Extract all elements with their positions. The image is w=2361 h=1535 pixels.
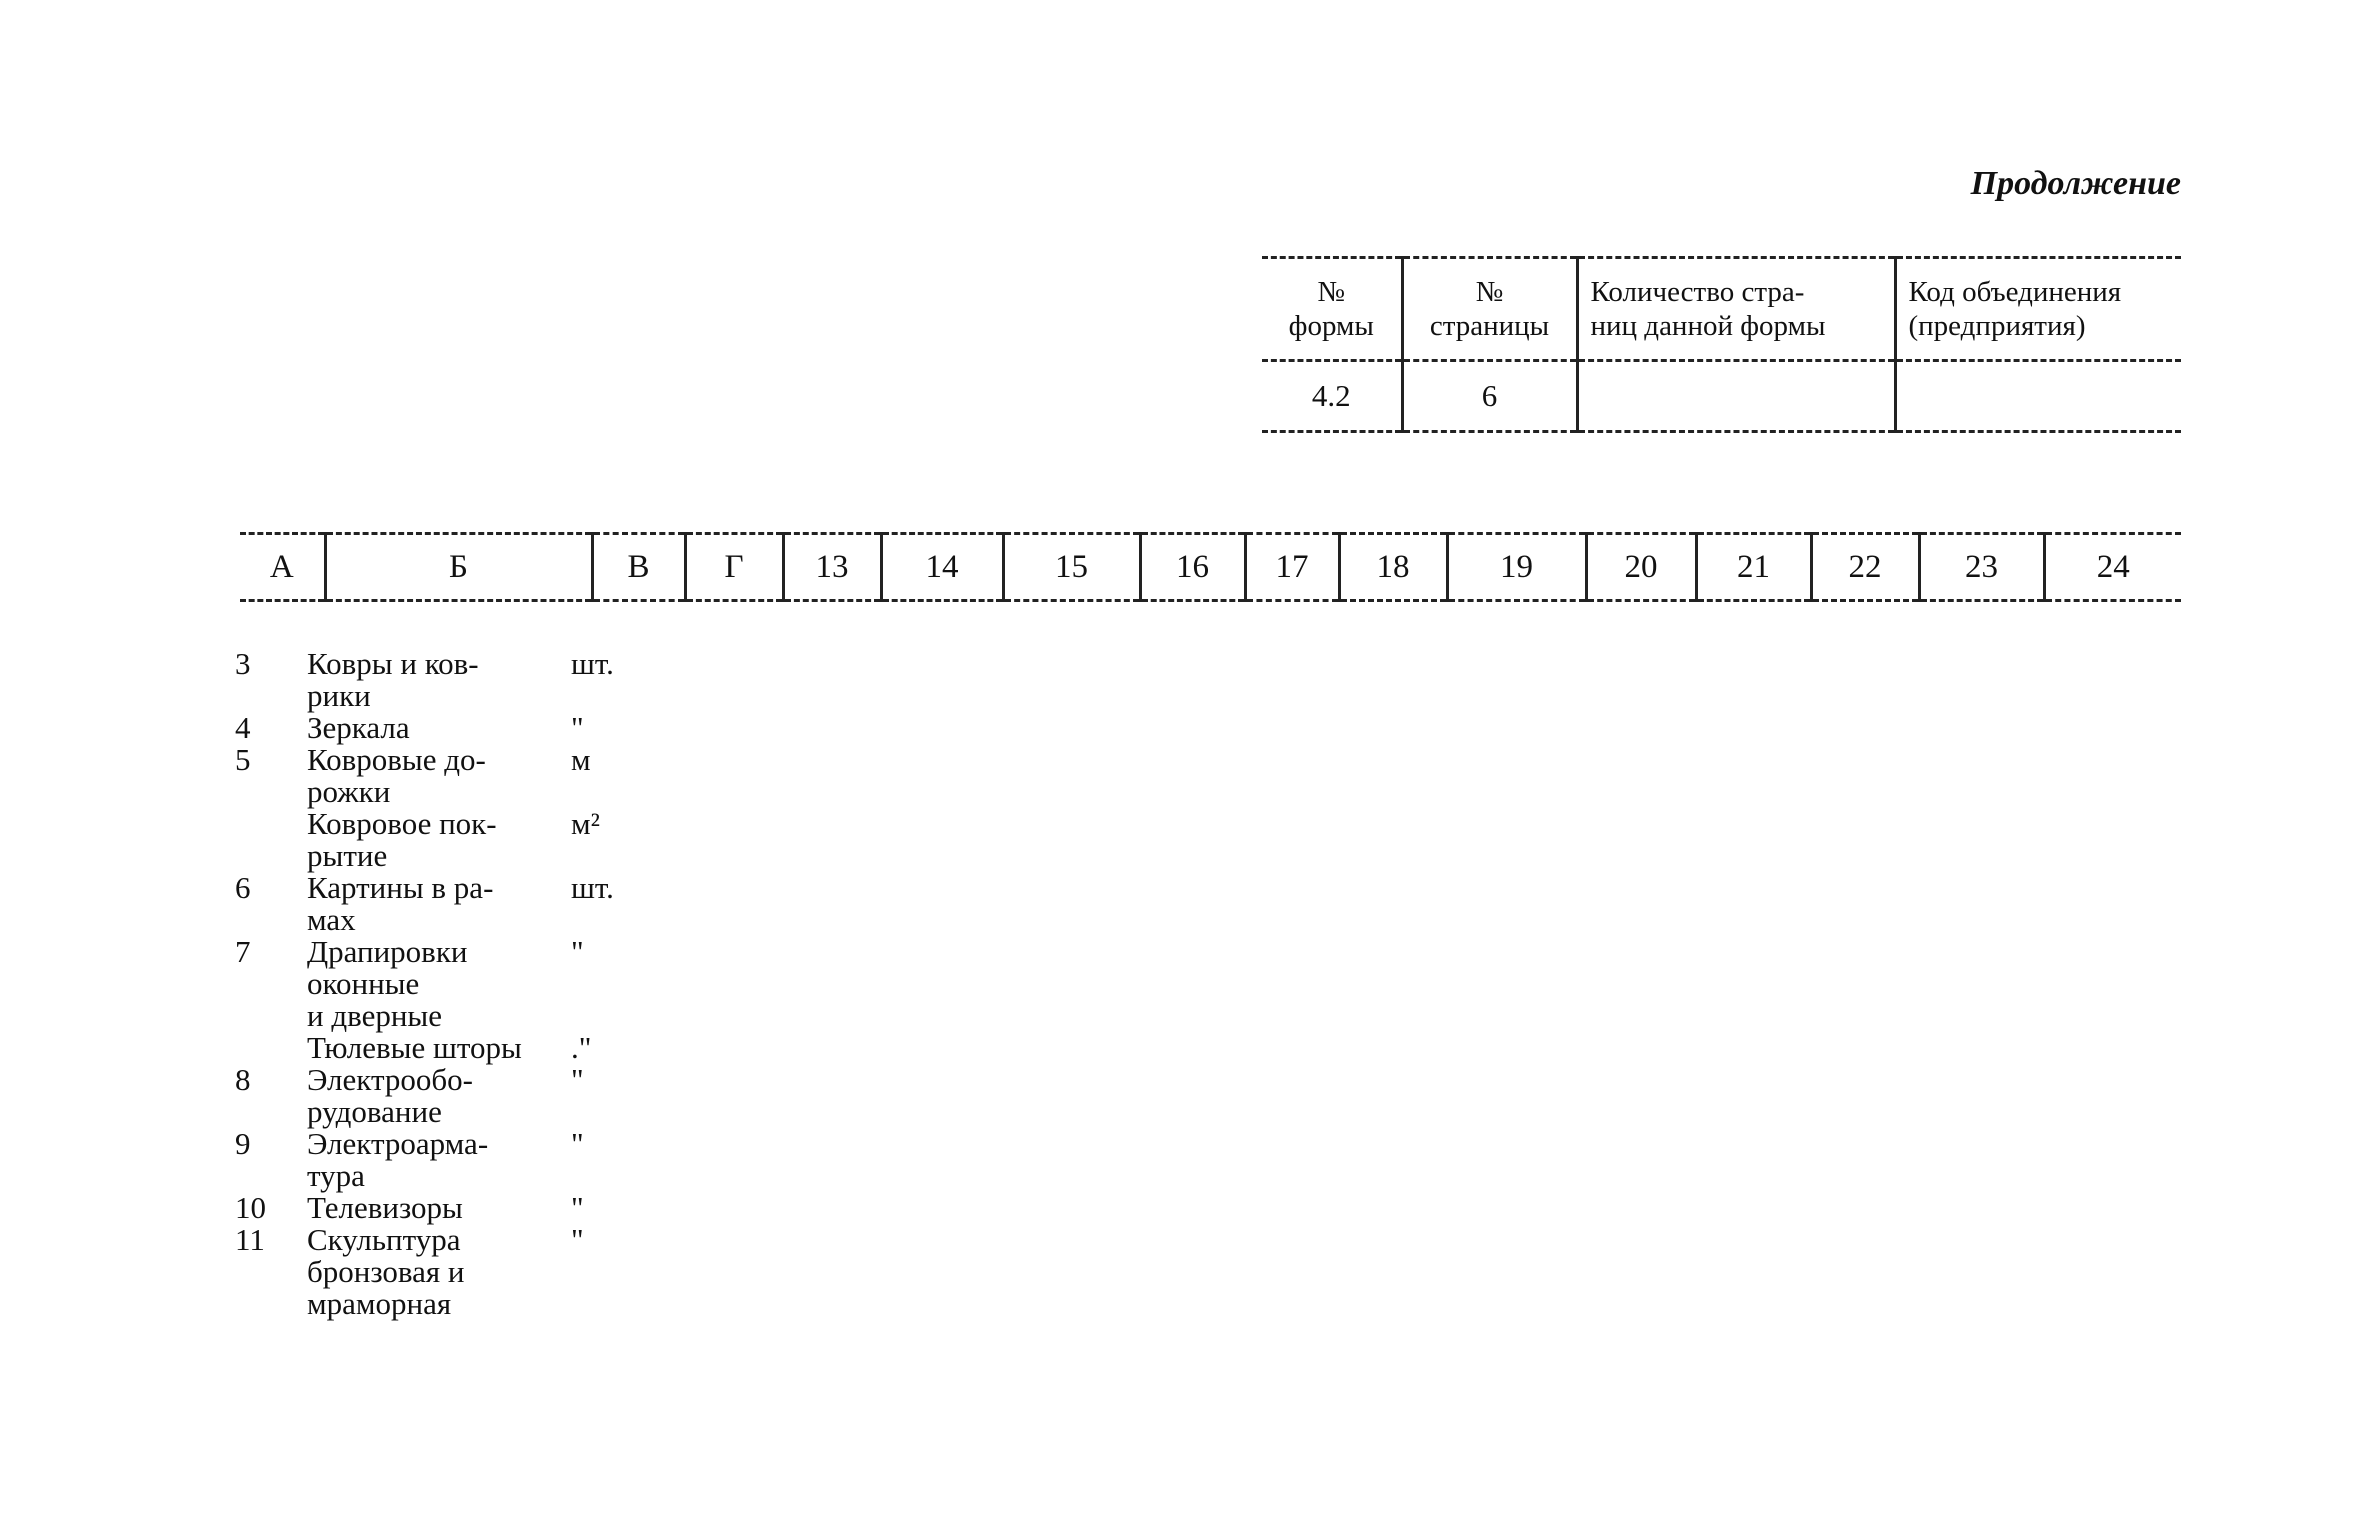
item-name-line: Ковровое пок- (307, 806, 497, 841)
column-header-row (240, 534, 2181, 601)
column-header-cell: 19 (1447, 534, 1586, 601)
column-header-cell: 16 (1140, 534, 1245, 601)
item-name (307, 744, 565, 808)
item-name (307, 1128, 565, 1192)
item-name-line: рожки (307, 774, 391, 809)
item-unit: " (571, 710, 584, 745)
form-values-row (1262, 361, 2181, 432)
list-item (235, 712, 661, 744)
page-number-header: № страницы (1402, 258, 1577, 361)
list-item (235, 648, 661, 712)
item-name-line: мраморная (307, 1286, 452, 1321)
item-number: 9 (235, 1126, 251, 1161)
list-item (235, 808, 661, 872)
column-header-table (240, 532, 2181, 602)
item-name-line: рики (307, 678, 371, 713)
item-number: 8 (235, 1062, 251, 1097)
page-count-header: Количество стра- ниц данной формы (1577, 258, 1895, 361)
item-name-line: Зеркала (307, 710, 410, 745)
item-name-line: Драпировки (307, 934, 468, 969)
item-number: 11 (235, 1222, 265, 1257)
page-number-value: 6 (1402, 361, 1577, 432)
item-name-line: рытие (307, 838, 388, 873)
item-name (307, 936, 565, 1032)
item-unit: " (571, 1062, 584, 1097)
item-unit: шт. (571, 870, 614, 905)
column-header-cell: 18 (1339, 534, 1447, 601)
page-count-value (1577, 361, 1895, 432)
continuation-label: Продолжение (1970, 165, 2181, 202)
item-name-line: Ковровые до- (307, 742, 486, 777)
item-unit: " (571, 1126, 584, 1161)
column-header-cell: Г (685, 534, 783, 601)
item-name (307, 1224, 565, 1320)
column-header-cell: 20 (1586, 534, 1696, 601)
item-number (235, 808, 307, 872)
item-number (235, 1032, 307, 1064)
form-number-value: 4.2 (1262, 361, 1402, 432)
column-header-cell: В (592, 534, 685, 601)
item-name-line: Телевизоры (307, 1190, 463, 1225)
item-number: 3 (235, 646, 251, 681)
list-item (235, 936, 661, 1032)
column-header-cell: 23 (1919, 534, 2044, 601)
column-header-cell: Б (325, 534, 592, 601)
list-item (235, 1064, 661, 1128)
item-number: 10 (235, 1190, 266, 1225)
item-unit: " (571, 1190, 584, 1225)
form-number-header: № формы (1262, 258, 1402, 361)
column-header-cell: 17 (1245, 534, 1339, 601)
item-name-line: Ковры и ков- (307, 646, 479, 681)
column-header-cell: 21 (1696, 534, 1811, 601)
list-item (235, 1032, 661, 1064)
column-header-cell: 13 (783, 534, 881, 601)
item-unit: м² (571, 806, 600, 841)
item-name-line: и дверные (307, 998, 443, 1033)
list-item (235, 1128, 661, 1192)
item-name (307, 872, 565, 936)
item-number: 4 (235, 710, 251, 745)
form-header-table (1262, 256, 2181, 433)
item-name-line: оконные (307, 966, 420, 1001)
list-item (235, 872, 661, 936)
item-name (307, 1032, 565, 1064)
item-name (307, 648, 565, 712)
column-header-cell: А (240, 534, 325, 601)
list-item (235, 1224, 661, 1320)
form-header-row (1262, 258, 2181, 361)
item-name-line: тура (307, 1158, 365, 1193)
item-name-line: рудование (307, 1094, 442, 1129)
item-name (307, 1192, 565, 1224)
item-list (235, 648, 661, 1320)
list-item (235, 1192, 661, 1224)
item-name-line: Скульптура (307, 1222, 461, 1257)
organization-code-header: Код объединения (предприятия) (1895, 258, 2181, 361)
list-item (235, 744, 661, 808)
item-name-line: Картины в ра- (307, 870, 494, 905)
item-name (307, 712, 565, 744)
item-number: 6 (235, 870, 251, 905)
item-unit: " (571, 934, 584, 969)
column-header-cell: 14 (881, 534, 1003, 601)
column-header-cell: 24 (2044, 534, 2181, 601)
organization-code-value (1895, 361, 2181, 432)
item-number: 7 (235, 934, 251, 969)
item-unit: ." (571, 1030, 592, 1065)
item-unit: м (571, 742, 591, 777)
item-name-line: мах (307, 902, 356, 937)
item-name-line: Электроарма- (307, 1126, 489, 1161)
item-unit: " (571, 1222, 584, 1257)
item-unit: шт. (571, 646, 614, 681)
column-header-cell: 22 (1811, 534, 1919, 601)
item-name-line: Электрообо- (307, 1062, 473, 1097)
item-name (307, 1064, 565, 1128)
item-number: 5 (235, 742, 251, 777)
item-name-line: Тюлевые шторы (307, 1030, 522, 1065)
item-name (307, 808, 565, 872)
item-name-line: бронзовая и (307, 1254, 465, 1289)
column-header-cell: 15 (1003, 534, 1140, 601)
